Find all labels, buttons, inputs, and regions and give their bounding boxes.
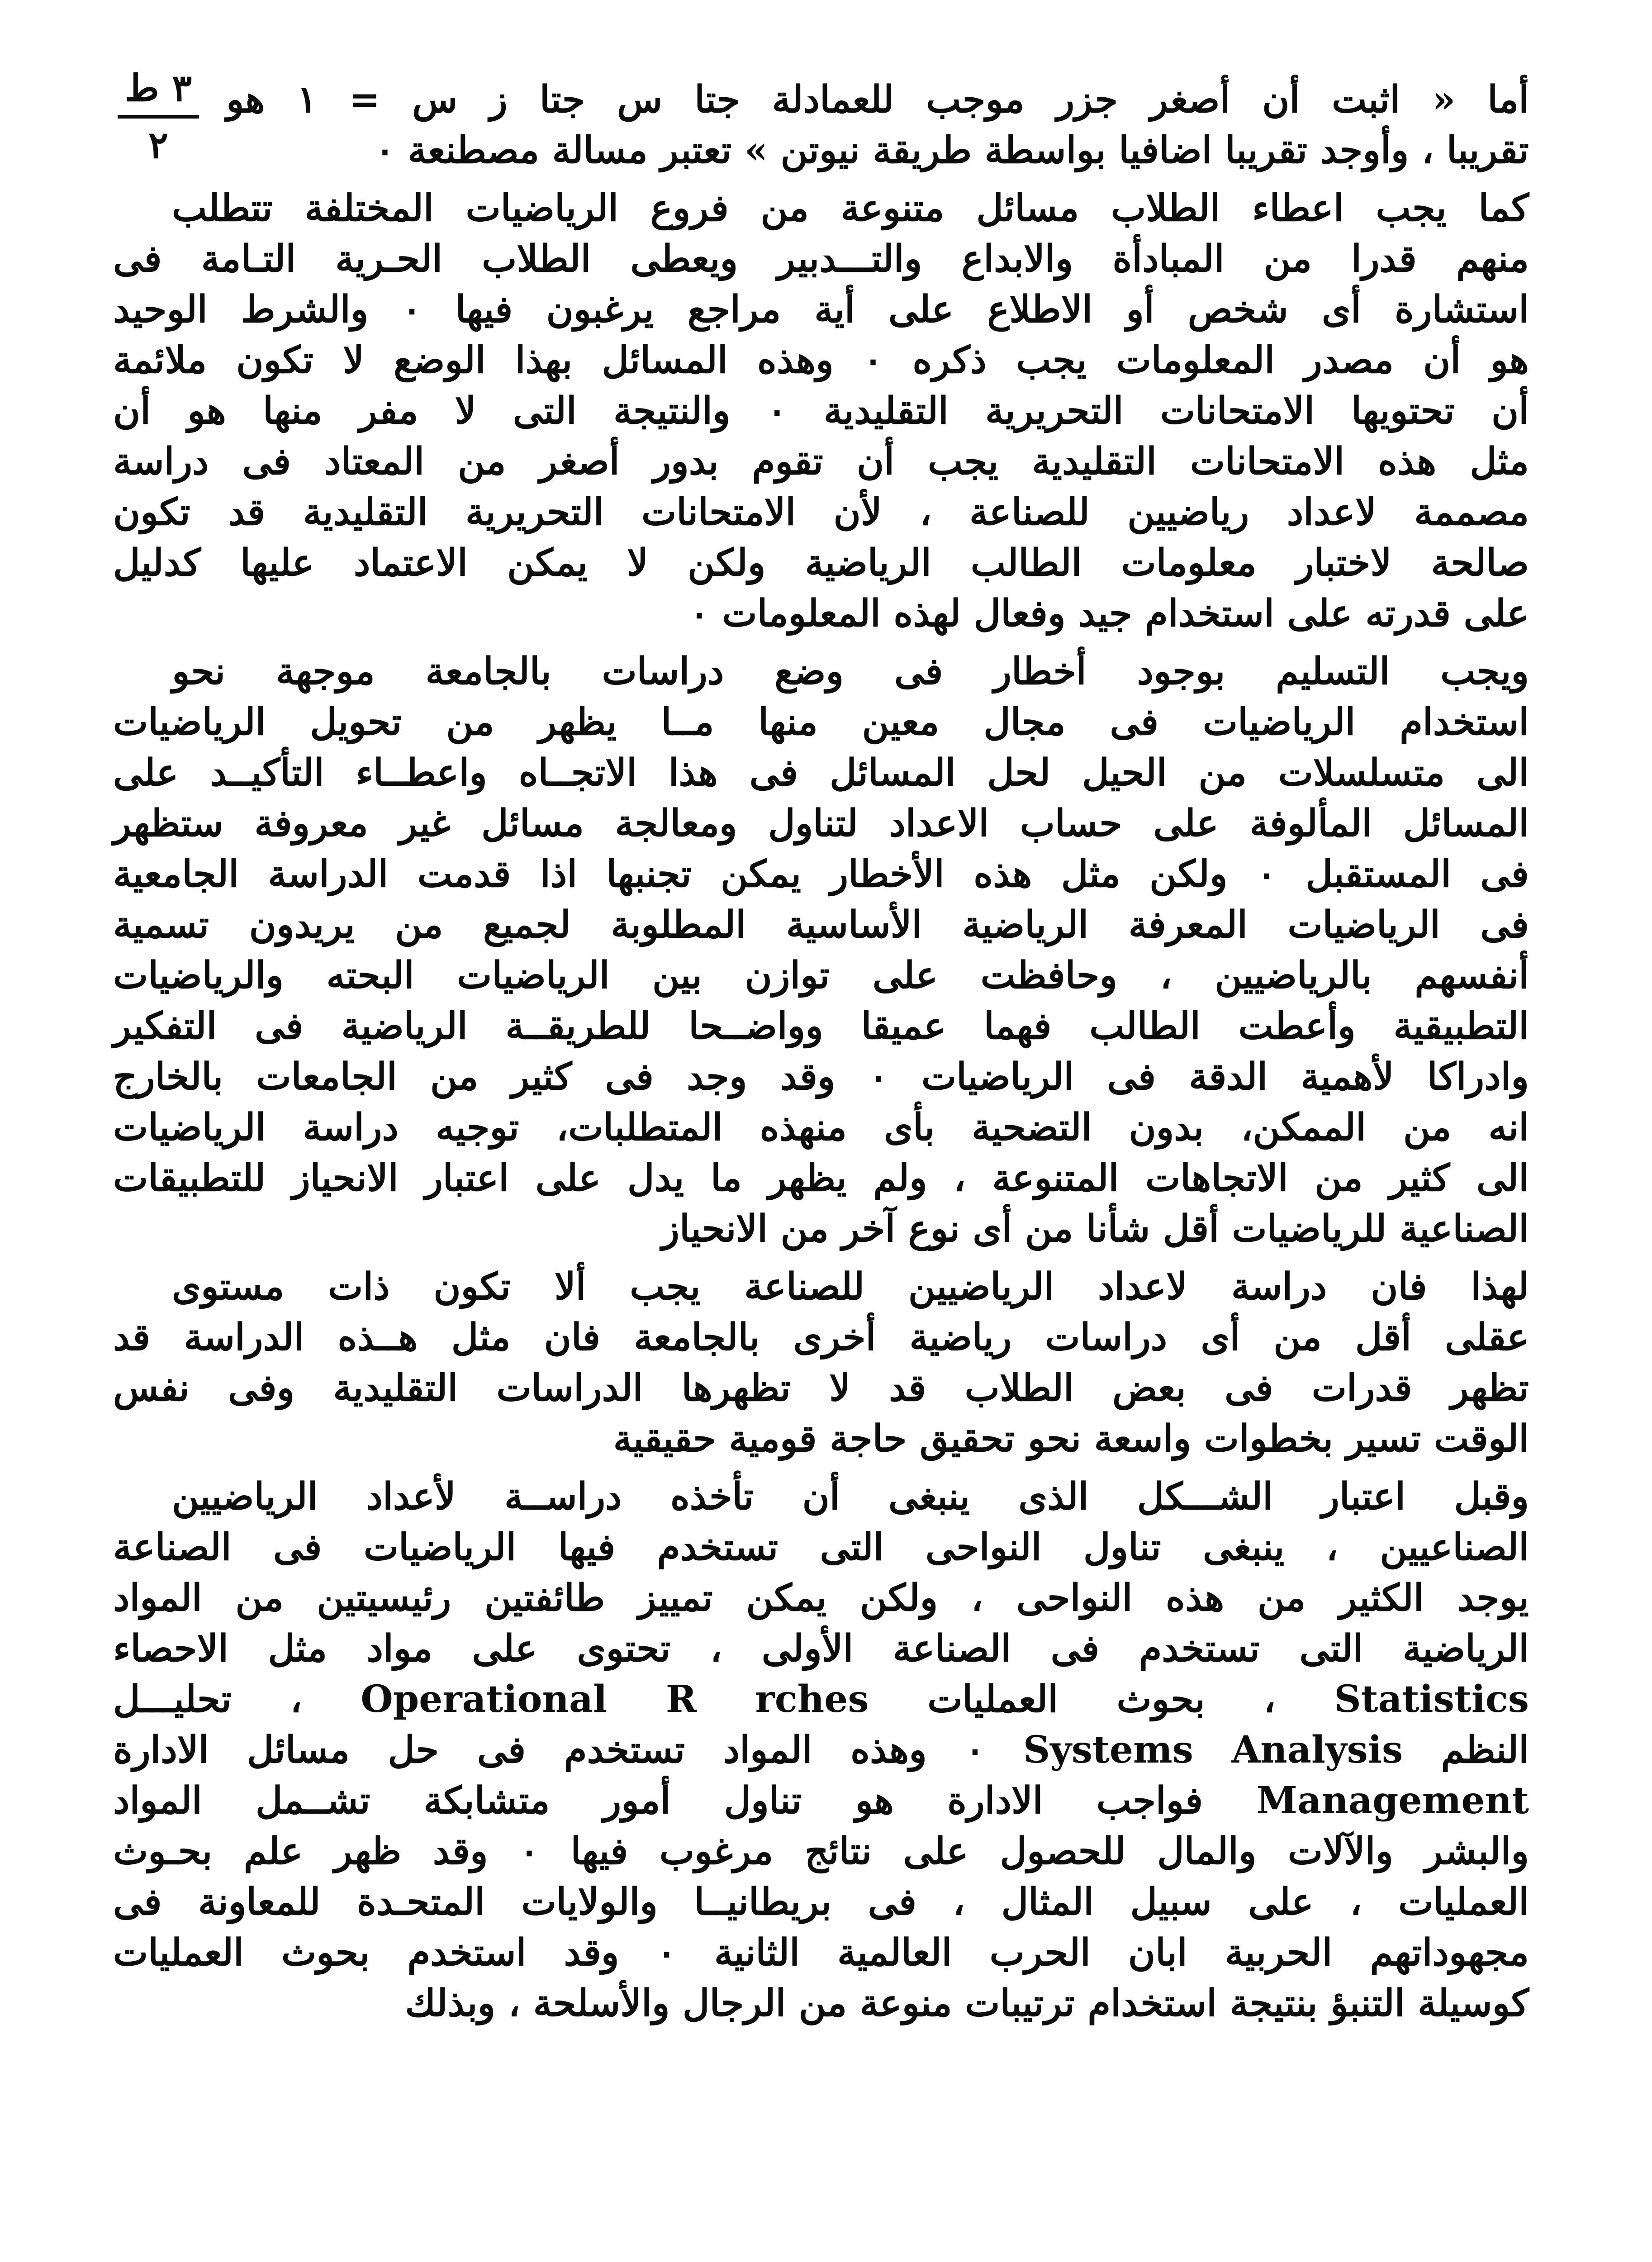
text-line: استخدام الرياضيات فى مجال معين منها مــا يظهر من تحويل الرياضيات bbox=[113, 700, 1529, 744]
fraction-bar bbox=[118, 115, 199, 119]
text-line: لهذا فان دراسة لاعداد الرياضيين للصناعة يجب ألا تكون ذات مستوى bbox=[172, 1265, 1529, 1308]
text-line: الصناعيين ، ينبغى تناول النواحى التى تستخدم فيها الرياضيات فى الصناعة bbox=[113, 1525, 1529, 1569]
text-line: والبشر والآلات والمال للحصول على نتائج مرغوب فيها ٠ وقد ظهر علم بحـوث bbox=[113, 1830, 1529, 1873]
text-line: أنفسهم بالرياضيين ، وحافظت على توازن بين الرياضيات البحته والرياضيات bbox=[113, 954, 1529, 997]
text-line: يوجد الكثير من هذه النواحى ، ولكن يمكن تمييز طائفتين رئيسيتين من المواد bbox=[113, 1576, 1529, 1620]
text-line: كما يجب اعطاء الطلاب مسائل متنوعة من فروع الرياضيات المختلفة تتطلب bbox=[172, 186, 1529, 230]
text-line: المسائل المألوفة على حساب الاعداد لتناول ومعالجة مسائل غير معروفة ستظهر bbox=[113, 802, 1529, 845]
text-line: فى المستقبل ٠ ولكن مثل هذه الأخطار يمكن تجنبها اذا قدمت الدراسة الجامعية bbox=[113, 852, 1529, 896]
text-line: مجهوداتهم الحربية ابان الحرب العالمية الثانية ٠ وقد استخدم بحوث العمليات bbox=[113, 1931, 1529, 1974]
text-line: تقريبا ، وأوجد تقريبا اضافيا بواسطة طريقة نيوتن » تعتبر مسالة مصطنعة ٠ bbox=[375, 128, 1529, 172]
text-line: مثل هذه الامتحانات التقليدية يجب أن تقوم بدور أصغر من المعتاد فى دراسة bbox=[113, 440, 1529, 483]
text-line: النظم Systems Analysis ٠ وهذه المواد تستخدم فى حل مسائل الادارة bbox=[113, 1728, 1529, 1772]
text-line: Management فواجب الادارة هو تناول أمور متشابكة تشــمل المواد bbox=[113, 1779, 1529, 1822]
text-line: أما « اثبت أن أصغر جزر موجب للعمادلة جتا س جتا ز س = ١ هو bbox=[226, 78, 1529, 121]
text-line: أن تحتويها الامتحانات التحريرية التقليدية ٠ والنتيجة التى لا مفر منها هو أن bbox=[113, 389, 1529, 432]
text-line: الى كثير من الاتجاهات المتنوعة ، ولم يظهر ما يدل على اعتبار الانحياز للتطبيقات bbox=[113, 1156, 1529, 1200]
fraction-numerator: ٣ ط bbox=[124, 67, 192, 110]
text-line: كوسيلة التنبؤ بنتيجة استخدام ترتيبات منوعة من الرجال والأسلحة ، وبذلك bbox=[405, 1982, 1529, 2025]
text-line: Statistics ، بحوث العمليات Operational R rches ، تحليـــل bbox=[113, 1677, 1529, 1721]
text-line: الوقت تسير بخطوات واسعة نحو تحقيق حاجة قومية حقيقية bbox=[613, 1417, 1529, 1460]
text-line: على قدرته على استخدام جيد وفعال لهذه المعلومات ٠ bbox=[689, 592, 1529, 635]
text-line: عقلى أقل من أى دراسات رياضية أخرى بالجامعة فان مثل هــذه الدراسة قد bbox=[113, 1316, 1529, 1359]
text-line: مصممة لاعداد رياضيين للصناعة ، لأن الامتحانات التحريرية التقليدية قد تكون bbox=[113, 490, 1529, 534]
text-line: ويجب التسليم بوجود أخطار فى وضع دراسات بالجامعة موجهة نحو bbox=[172, 650, 1529, 693]
text-line: وادراكا لأهمية الدقة فى الرياضيات ٠ وقد وجد فى كثير من الجامعات بالخارج bbox=[113, 1055, 1529, 1098]
text-line: الرياضية التى تستخدم فى الصناعة الأولى ، تحتوى على مواد مثل الاحصاء bbox=[113, 1627, 1529, 1670]
text-line: هو أن مصدر المعلومات يجب ذكره ٠ وهذه المسائل بهذا الوضع لا تكون ملائمة bbox=[113, 338, 1529, 382]
text-line: الى متسلسلات من الحيل لحل المسائل فى هذا الاتجــاه واعطــاء التأكيــد على bbox=[113, 751, 1529, 794]
text-line: الصناعية للرياضيات أقل شأنا من أى نوع آخر من الانحياز bbox=[661, 1207, 1529, 1250]
text-line: استشارة أى شخص أو الاطلاع على أية مراجع يرغبون فيها ٠ والشرط الوحيد bbox=[113, 288, 1529, 331]
text-line: وقبل اعتبار الشـــكل الذى ينبغى أن تأخذه دراســة لأعداد الرياضيين bbox=[172, 1475, 1529, 1518]
text-line: العمليات ، على سبيل المثال ، فى بريطانيــا والولايات المتحـدة للمعاونة فى bbox=[113, 1880, 1529, 1924]
text-line: التطبيقية وأعطت الطالب فهما عميقا وواضــحا للطريقــة الرياضية فى التفكير bbox=[113, 1004, 1529, 1048]
text-line: تظهر قدرات فى بعض الطلاب قد لا تظهرها الدراسات التقليدية وفى نفس bbox=[113, 1366, 1529, 1410]
text-line: انه من الممكن، بدون التضحية بأى منهذه المتطلبات، توجيه دراسة الرياضيات bbox=[113, 1106, 1529, 1149]
fraction-denominator: ٢ bbox=[148, 124, 169, 167]
document-page bbox=[113, 63, 1529, 2262]
text-line: صالحة لاختبار معلومات الطالب الرياضية ولكن لا يمكن الاعتماد عليها كدليل bbox=[113, 541, 1529, 585]
text-line: منهم قدرا من المبادأة والابداع والتـــدبير ويعطى الطلاب الحـرية التـامة فى bbox=[113, 237, 1529, 280]
text-line: فى الرياضيات المعرفة الرياضية الأساسية المطلوبة لجميع من يريدون تسمية bbox=[113, 903, 1529, 946]
